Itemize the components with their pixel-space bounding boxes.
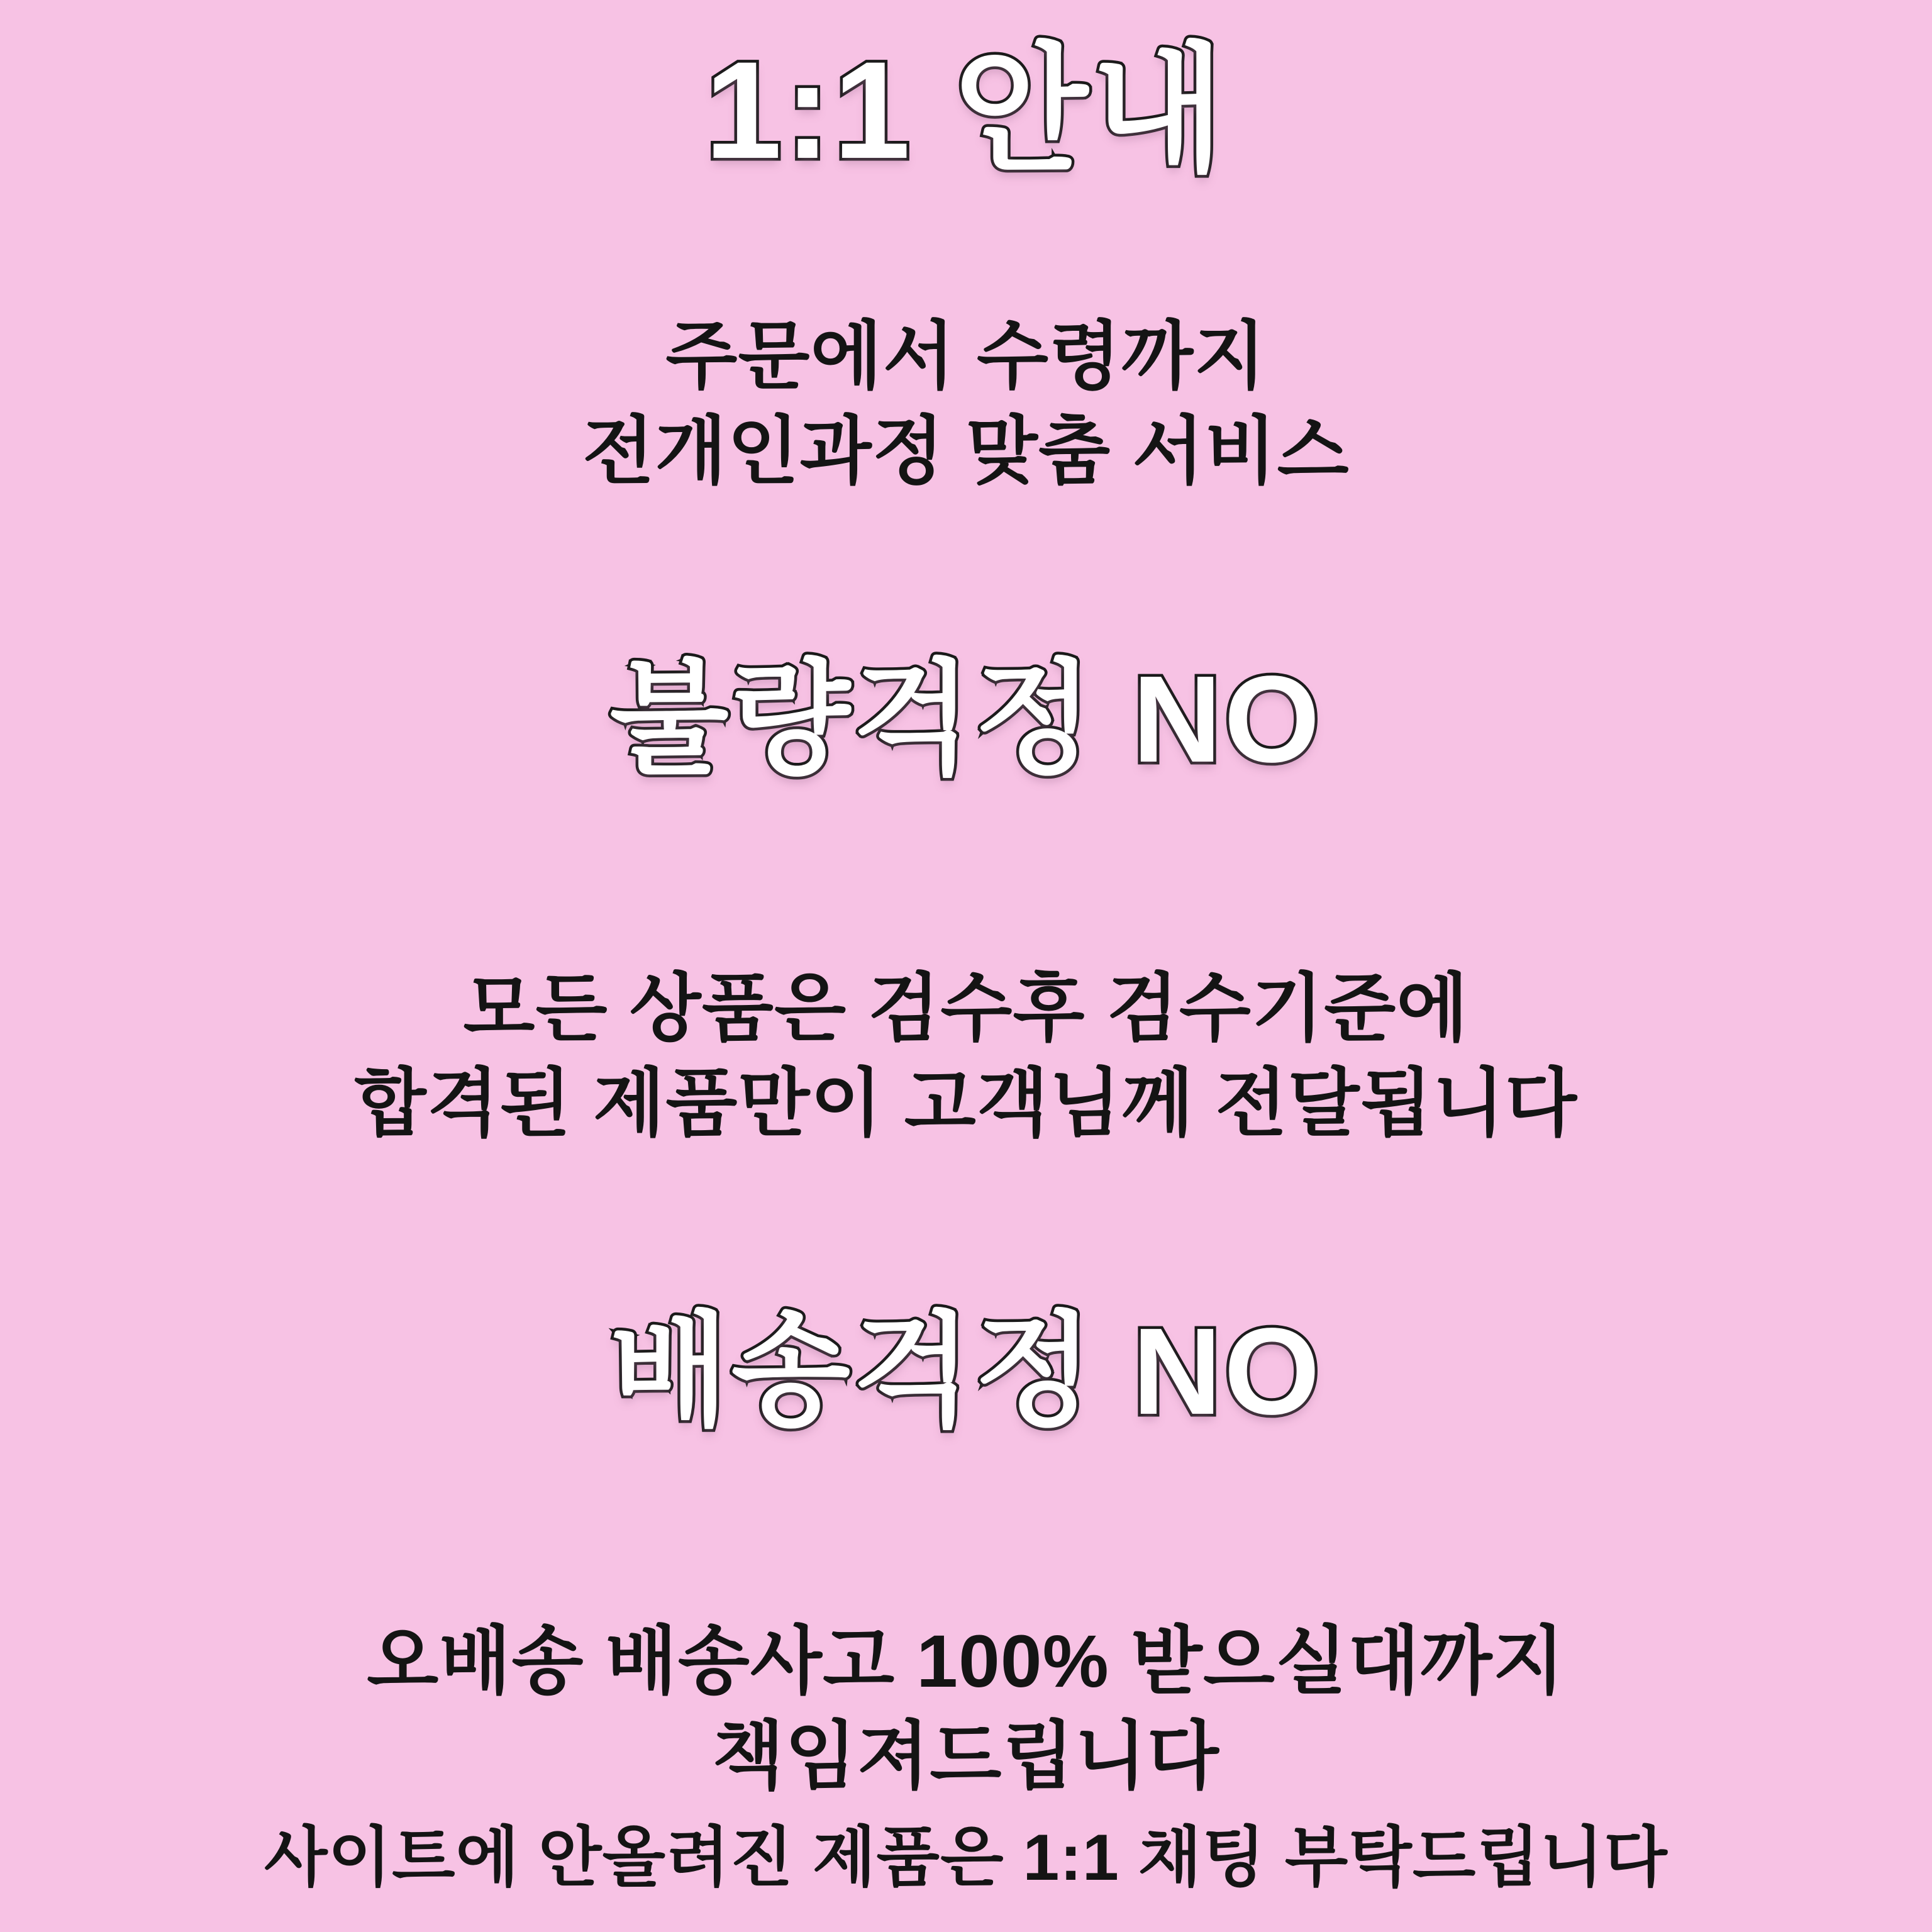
- section-quality-heading: 불량걱정 NO: [609, 650, 1323, 788]
- intro-line-1: 주문에서 수령까지: [665, 314, 1267, 398]
- intro-line-2: 전개인과정 맞춤 서비스: [582, 409, 1350, 493]
- footer-note: 사이트에 안올려진 제품은 1:1 채팅 부탁드립니다: [264, 1821, 1668, 1894]
- intro-block: [0, 309, 1932, 499]
- section-quality: [0, 552, 1932, 1152]
- section-shipping-text: [367, 1614, 1565, 1804]
- section-shipping-heading: 배송걱정 NO: [609, 1302, 1323, 1441]
- section-shipping-line-1: 오배송 배송사고 100% 받으실대까지: [367, 1619, 1565, 1703]
- section-shipping: [0, 1204, 1932, 1804]
- section-quality-text: [355, 962, 1578, 1152]
- section-shipping-line-2: 책임져드립니다: [712, 1714, 1220, 1798]
- page-title: 1:1 안내: [704, 33, 1228, 187]
- section-quality-line-1: 모든 상품은 검수후 검수기준에: [463, 967, 1469, 1051]
- intro-text: [582, 309, 1350, 499]
- section-quality-line-2: 합격된 제품만이 고객님께 전달됩니다: [354, 1062, 1578, 1146]
